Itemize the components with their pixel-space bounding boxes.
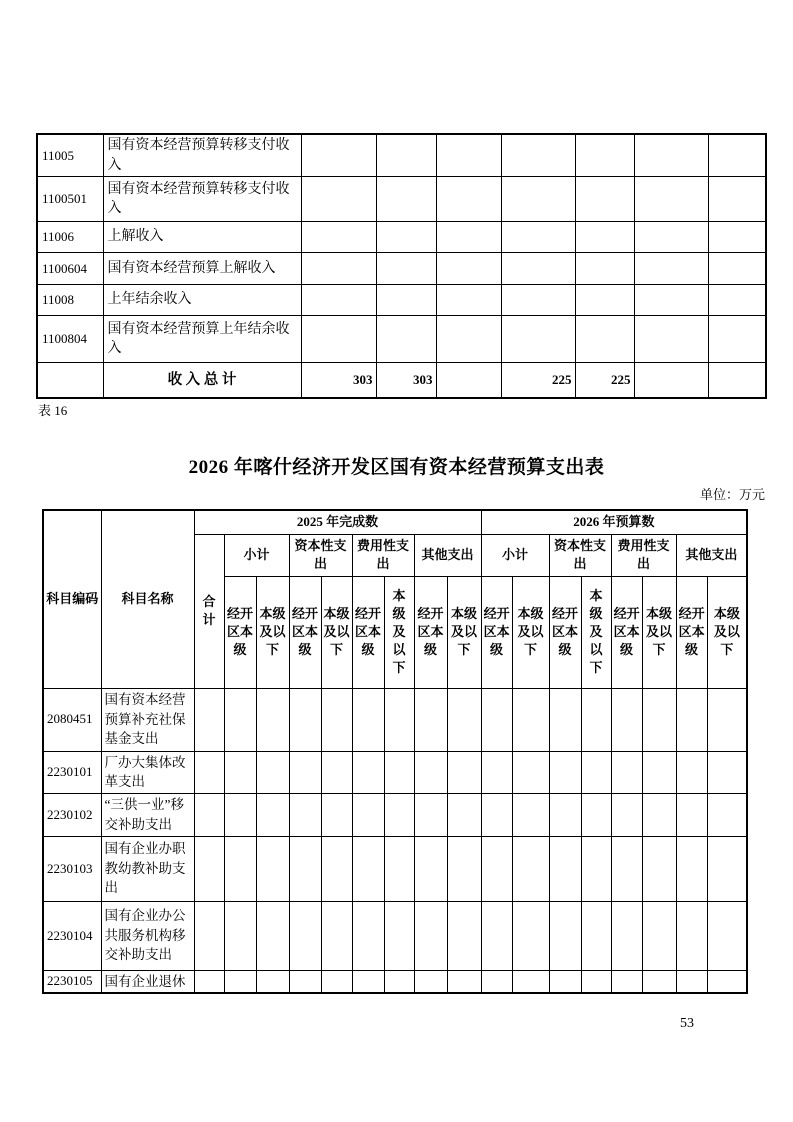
code-cell: 1100604 (37, 253, 103, 285)
value-cell (436, 285, 501, 316)
value-cell (501, 177, 575, 222)
table-row (43, 970, 747, 993)
value-cell (501, 285, 575, 316)
value-cell (376, 222, 436, 253)
value-cell (289, 901, 321, 970)
total-value-cell (634, 363, 708, 398)
subheader-subtotal-2026: 小计 (481, 534, 549, 576)
value-cell (575, 177, 634, 222)
header-name: 科目名称 (101, 510, 194, 688)
table-row (37, 285, 766, 316)
name-cell: 国有资本经营预算补充社保基金支出 (101, 688, 194, 751)
code-cell: 11005 (37, 134, 103, 177)
value-cell (512, 970, 549, 993)
table-row (37, 253, 766, 285)
leaf-header-region-level: 经开区本级 (611, 576, 642, 688)
value-cell (501, 222, 575, 253)
value-cell (549, 901, 581, 970)
subheader-capital-2026: 资本性支出 (549, 534, 611, 576)
value-cell (708, 134, 766, 177)
value-cell (575, 285, 634, 316)
value-cell (676, 793, 707, 836)
value-cell (224, 901, 256, 970)
header-total: 合计 (194, 534, 224, 688)
value-cell (642, 901, 676, 970)
value-cell (447, 793, 481, 836)
subheader-subtotal-2025: 小计 (224, 534, 289, 576)
table-row (37, 222, 766, 253)
name-cell: 国有资本经营预算转移支付收入 (103, 134, 301, 177)
leaf-header-level-below: 本级及以下 (512, 576, 549, 688)
subheader-expense-2026: 费用性支出 (611, 534, 676, 576)
value-cell (352, 836, 384, 901)
leaf-header-level-below: 本级及以下 (642, 576, 676, 688)
value-cell (414, 970, 447, 993)
value-cell (301, 253, 376, 285)
total-value-cell: 303 (301, 363, 376, 398)
value-cell (376, 134, 436, 177)
value-cell (708, 177, 766, 222)
value-cell (194, 751, 224, 793)
value-cell (611, 751, 642, 793)
value-cell (512, 751, 549, 793)
value-cell (384, 836, 414, 901)
leaf-header-level-below: 本级及以下 (447, 576, 481, 688)
value-cell (414, 688, 447, 751)
value-cell (549, 970, 581, 993)
code-cell (37, 363, 103, 398)
value-cell (634, 222, 708, 253)
code-cell: 11006 (37, 222, 103, 253)
value-cell (256, 688, 289, 751)
page-number: 53 (680, 1016, 694, 1031)
income-total-row (37, 363, 766, 398)
value-cell (447, 836, 481, 901)
value-cell (447, 688, 481, 751)
value-cell (707, 970, 747, 993)
value-cell (611, 836, 642, 901)
value-cell (481, 970, 512, 993)
unit-label: 单位：万元 (699, 487, 765, 502)
value-cell (642, 793, 676, 836)
name-cell: 国有资本经营预算转移支付收入 (103, 177, 301, 222)
subheader-capital-2025: 资本性支出 (289, 534, 352, 576)
name-cell: 厂办大集体改革支出 (101, 751, 194, 793)
code-cell: 1100804 (37, 316, 103, 363)
value-cell (384, 751, 414, 793)
value-cell (256, 751, 289, 793)
code-cell: 2230102 (43, 793, 101, 836)
value-cell (224, 970, 256, 993)
value-cell (194, 970, 224, 993)
name-cell: 国有企业办公共服务机构移交补助支出 (101, 901, 194, 970)
code-cell: 1100501 (37, 177, 103, 222)
value-cell (642, 751, 676, 793)
value-cell (707, 751, 747, 793)
subheader-other-2026: 其他支出 (676, 534, 747, 576)
value-cell (707, 836, 747, 901)
value-cell (481, 901, 512, 970)
value-cell (352, 901, 384, 970)
value-cell (512, 836, 549, 901)
code-cell: 2230104 (43, 901, 101, 970)
value-cell (575, 134, 634, 177)
value-cell (611, 688, 642, 751)
income-table (36, 133, 767, 399)
value-cell (414, 901, 447, 970)
value-cell (436, 134, 501, 177)
header-2026: 2026 年预算数 (481, 510, 747, 534)
leaf-header-region-level: 经开区本级 (352, 576, 384, 688)
value-cell (376, 253, 436, 285)
value-cell (194, 793, 224, 836)
name-cell: “三供一业”移交补助支出 (101, 793, 194, 836)
name-cell: 国有资本经营预算上解收入 (103, 253, 301, 285)
value-cell (376, 177, 436, 222)
value-cell (512, 688, 549, 751)
value-cell (575, 222, 634, 253)
total-value-cell (436, 363, 501, 398)
name-cell: 上解收入 (103, 222, 301, 253)
value-cell (512, 901, 549, 970)
table-note: 表 16 (38, 403, 68, 418)
total-value-cell: 303 (376, 363, 436, 398)
value-cell (676, 970, 707, 993)
subheader-expense-2025: 费用性支出 (352, 534, 414, 576)
value-cell (642, 970, 676, 993)
total-value-cell: 225 (501, 363, 575, 398)
table-row (43, 901, 747, 970)
leaf-header-region-level: 经开区本级 (224, 576, 256, 688)
code-cell: 2230105 (43, 970, 101, 993)
value-cell (224, 751, 256, 793)
value-cell (707, 793, 747, 836)
value-cell (384, 793, 414, 836)
leaf-header-level-below: 本级及以下 (256, 576, 289, 688)
value-cell (708, 253, 766, 285)
value-cell (447, 751, 481, 793)
name-cell: 国有资本经营预算上年结余收入 (103, 316, 301, 363)
value-cell (581, 901, 611, 970)
value-cell (581, 793, 611, 836)
value-cell (549, 688, 581, 751)
value-cell (321, 688, 352, 751)
value-cell (436, 253, 501, 285)
value-cell (256, 836, 289, 901)
value-cell (549, 751, 581, 793)
value-cell (376, 285, 436, 316)
value-cell (707, 688, 747, 751)
value-cell (501, 253, 575, 285)
value-cell (676, 836, 707, 901)
code-cell: 2230101 (43, 751, 101, 793)
value-cell (321, 970, 352, 993)
value-cell (481, 836, 512, 901)
value-cell (708, 285, 766, 316)
value-cell (321, 901, 352, 970)
value-cell (707, 901, 747, 970)
leaf-header-region-level: 经开区本级 (549, 576, 581, 688)
table-row (37, 177, 766, 222)
value-cell (194, 901, 224, 970)
value-cell (642, 836, 676, 901)
value-cell (352, 970, 384, 993)
code-cell: 2080451 (43, 688, 101, 751)
leaf-header-region-level: 经开区本级 (676, 576, 707, 688)
value-cell (481, 688, 512, 751)
value-cell (447, 970, 481, 993)
value-cell (634, 134, 708, 177)
value-cell (634, 285, 708, 316)
expense-table (42, 509, 748, 994)
value-cell (436, 222, 501, 253)
value-cell (376, 316, 436, 363)
value-cell (634, 177, 708, 222)
table-row (43, 836, 747, 901)
total-value-cell: 225 (575, 363, 634, 398)
header-code: 科目编码 (43, 510, 101, 688)
value-cell (352, 751, 384, 793)
value-cell (224, 688, 256, 751)
code-cell: 2230103 (43, 836, 101, 901)
value-cell (384, 901, 414, 970)
value-cell (352, 793, 384, 836)
header-2025: 2025 年完成数 (194, 510, 481, 534)
value-cell (676, 901, 707, 970)
value-cell (301, 134, 376, 177)
value-cell (289, 970, 321, 993)
page-title: 2026 年喀什经济开发区国有资本经营预算支出表 (188, 457, 605, 478)
total-value-cell (708, 363, 766, 398)
value-cell (256, 970, 289, 993)
value-cell (436, 316, 501, 363)
name-cell: 国有企业退休 (101, 970, 194, 993)
value-cell (634, 253, 708, 285)
value-cell (301, 222, 376, 253)
value-cell (611, 793, 642, 836)
value-cell (708, 222, 766, 253)
value-cell (301, 177, 376, 222)
value-cell (436, 177, 501, 222)
subheader-other-2025: 其他支出 (414, 534, 481, 576)
table-row (43, 688, 747, 751)
leaf-header-level-below: 本级及以下 (707, 576, 747, 688)
value-cell (256, 793, 289, 836)
income-total-label: 收 入 总 计 (103, 363, 301, 398)
leaf-header-level-below: 本级及以下 (384, 576, 414, 688)
value-cell (501, 316, 575, 363)
table-row (43, 751, 747, 793)
value-cell (676, 688, 707, 751)
value-cell (575, 253, 634, 285)
value-cell (575, 316, 634, 363)
value-cell (289, 793, 321, 836)
value-cell (224, 836, 256, 901)
value-cell (352, 688, 384, 751)
value-cell (414, 751, 447, 793)
value-cell (642, 688, 676, 751)
value-cell (676, 751, 707, 793)
value-cell (289, 836, 321, 901)
value-cell (481, 793, 512, 836)
header-row-groups (43, 510, 747, 534)
table-row (43, 793, 747, 836)
value-cell (581, 836, 611, 901)
value-cell (289, 751, 321, 793)
value-cell (581, 688, 611, 751)
value-cell (634, 316, 708, 363)
value-cell (581, 751, 611, 793)
value-cell (447, 901, 481, 970)
value-cell (501, 134, 575, 177)
value-cell (611, 970, 642, 993)
value-cell (549, 836, 581, 901)
value-cell (289, 688, 321, 751)
value-cell (549, 793, 581, 836)
value-cell (581, 970, 611, 993)
table-row (37, 134, 766, 177)
value-cell (321, 793, 352, 836)
value-cell (414, 836, 447, 901)
leaf-header-region-level: 经开区本级 (289, 576, 321, 688)
value-cell (256, 901, 289, 970)
value-cell (512, 793, 549, 836)
name-cell: 上年结余收入 (103, 285, 301, 316)
name-cell: 国有企业办职教幼教补助支出 (101, 836, 194, 901)
value-cell (384, 688, 414, 751)
value-cell (708, 316, 766, 363)
code-cell: 11008 (37, 285, 103, 316)
value-cell (301, 316, 376, 363)
value-cell (321, 836, 352, 901)
leaf-header-region-level: 经开区本级 (481, 576, 512, 688)
value-cell (194, 688, 224, 751)
value-cell (414, 793, 447, 836)
leaf-header-level-below: 本级及以下 (321, 576, 352, 688)
table-row (37, 316, 766, 363)
value-cell (481, 751, 512, 793)
value-cell (384, 970, 414, 993)
leaf-header-level-below: 本级及以下 (581, 576, 611, 688)
value-cell (611, 901, 642, 970)
value-cell (301, 285, 376, 316)
value-cell (321, 751, 352, 793)
leaf-header-region-level: 经开区本级 (414, 576, 447, 688)
value-cell (194, 836, 224, 901)
value-cell (224, 793, 256, 836)
